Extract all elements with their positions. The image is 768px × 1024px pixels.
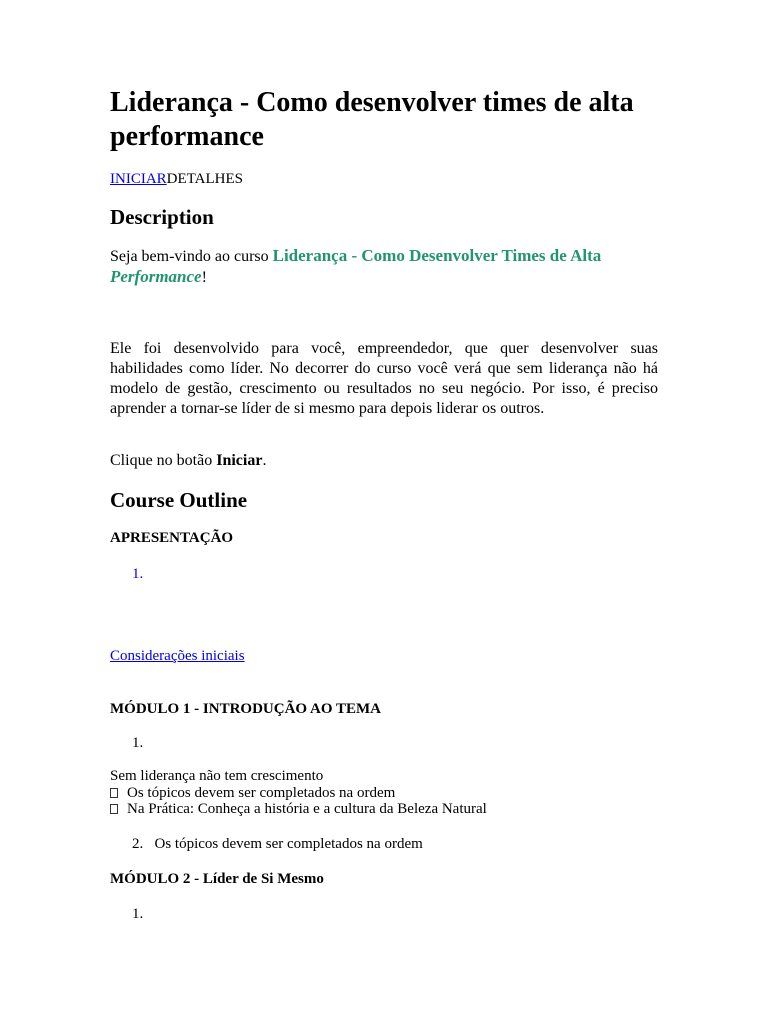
course-name-italic: Performance	[110, 267, 202, 286]
outline-heading: Course Outline	[110, 488, 248, 512]
cta-text	[110, 451, 658, 471]
list-item-text: Os tópicos devem ser completados na ordem	[154, 836, 423, 852]
section-title-modulo-1: MÓDULO 1 - INTRODUÇÃO AO TEMA	[110, 701, 381, 717]
welcome-text	[110, 246, 658, 288]
details-tab: DETALHES	[166, 171, 243, 187]
cta-prefix: Clique no botão	[110, 452, 217, 469]
section-title-apresentacao: APRESENTAÇÃO	[110, 530, 234, 546]
cta-suffix: .	[262, 452, 267, 469]
list-item-2	[132, 835, 423, 853]
bullet-text: Na Prática: Conheça a história e a cultura da Beleza Natural	[127, 801, 487, 817]
list-item-number: 1.	[132, 906, 144, 922]
list-item-number: 1.	[132, 735, 144, 751]
course-name-text: Liderança - Como Desenvolver Times de Alta	[272, 246, 602, 265]
bullet-item	[110, 785, 395, 802]
welcome-suffix: !	[201, 269, 207, 286]
description-heading: Description	[110, 205, 214, 229]
list-item-number: 2.	[132, 836, 144, 852]
bullet-box-icon	[110, 788, 118, 798]
lesson-title: Sem liderança não tem crescimento	[110, 768, 324, 784]
cta-bold: Iniciar	[216, 452, 263, 469]
start-link[interactable]: INICIAR	[110, 171, 167, 187]
page-title: Liderança - Como desenvolver times de alta performance	[110, 87, 634, 152]
description-paragraph: Ele foi desenvolvido para você, empreendedor, que quer desenvolver suas habilidades como líder. No decorrer do curso você verá que sem liderança não há modelo de gestão, crescimento ou resultados no seu negócio. Por isso, é preciso aprender a tornar-se líder de si mesmo para depois liderar os outros.	[110, 340, 658, 417]
bullet-box-icon	[110, 804, 118, 814]
course-tabs	[110, 170, 243, 188]
bullet-item	[110, 801, 487, 818]
list-item-number: 1.	[132, 566, 144, 582]
section-title-modulo-2: MÓDULO 2 - Líder de Si Mesmo	[110, 871, 324, 887]
welcome-prefix: Seja bem-vindo ao curso	[110, 248, 273, 265]
lesson-link-consideracoes[interactable]: Considerações iniciais	[110, 648, 245, 664]
bullet-text: Os tópicos devem ser completados na ordem	[127, 785, 396, 801]
